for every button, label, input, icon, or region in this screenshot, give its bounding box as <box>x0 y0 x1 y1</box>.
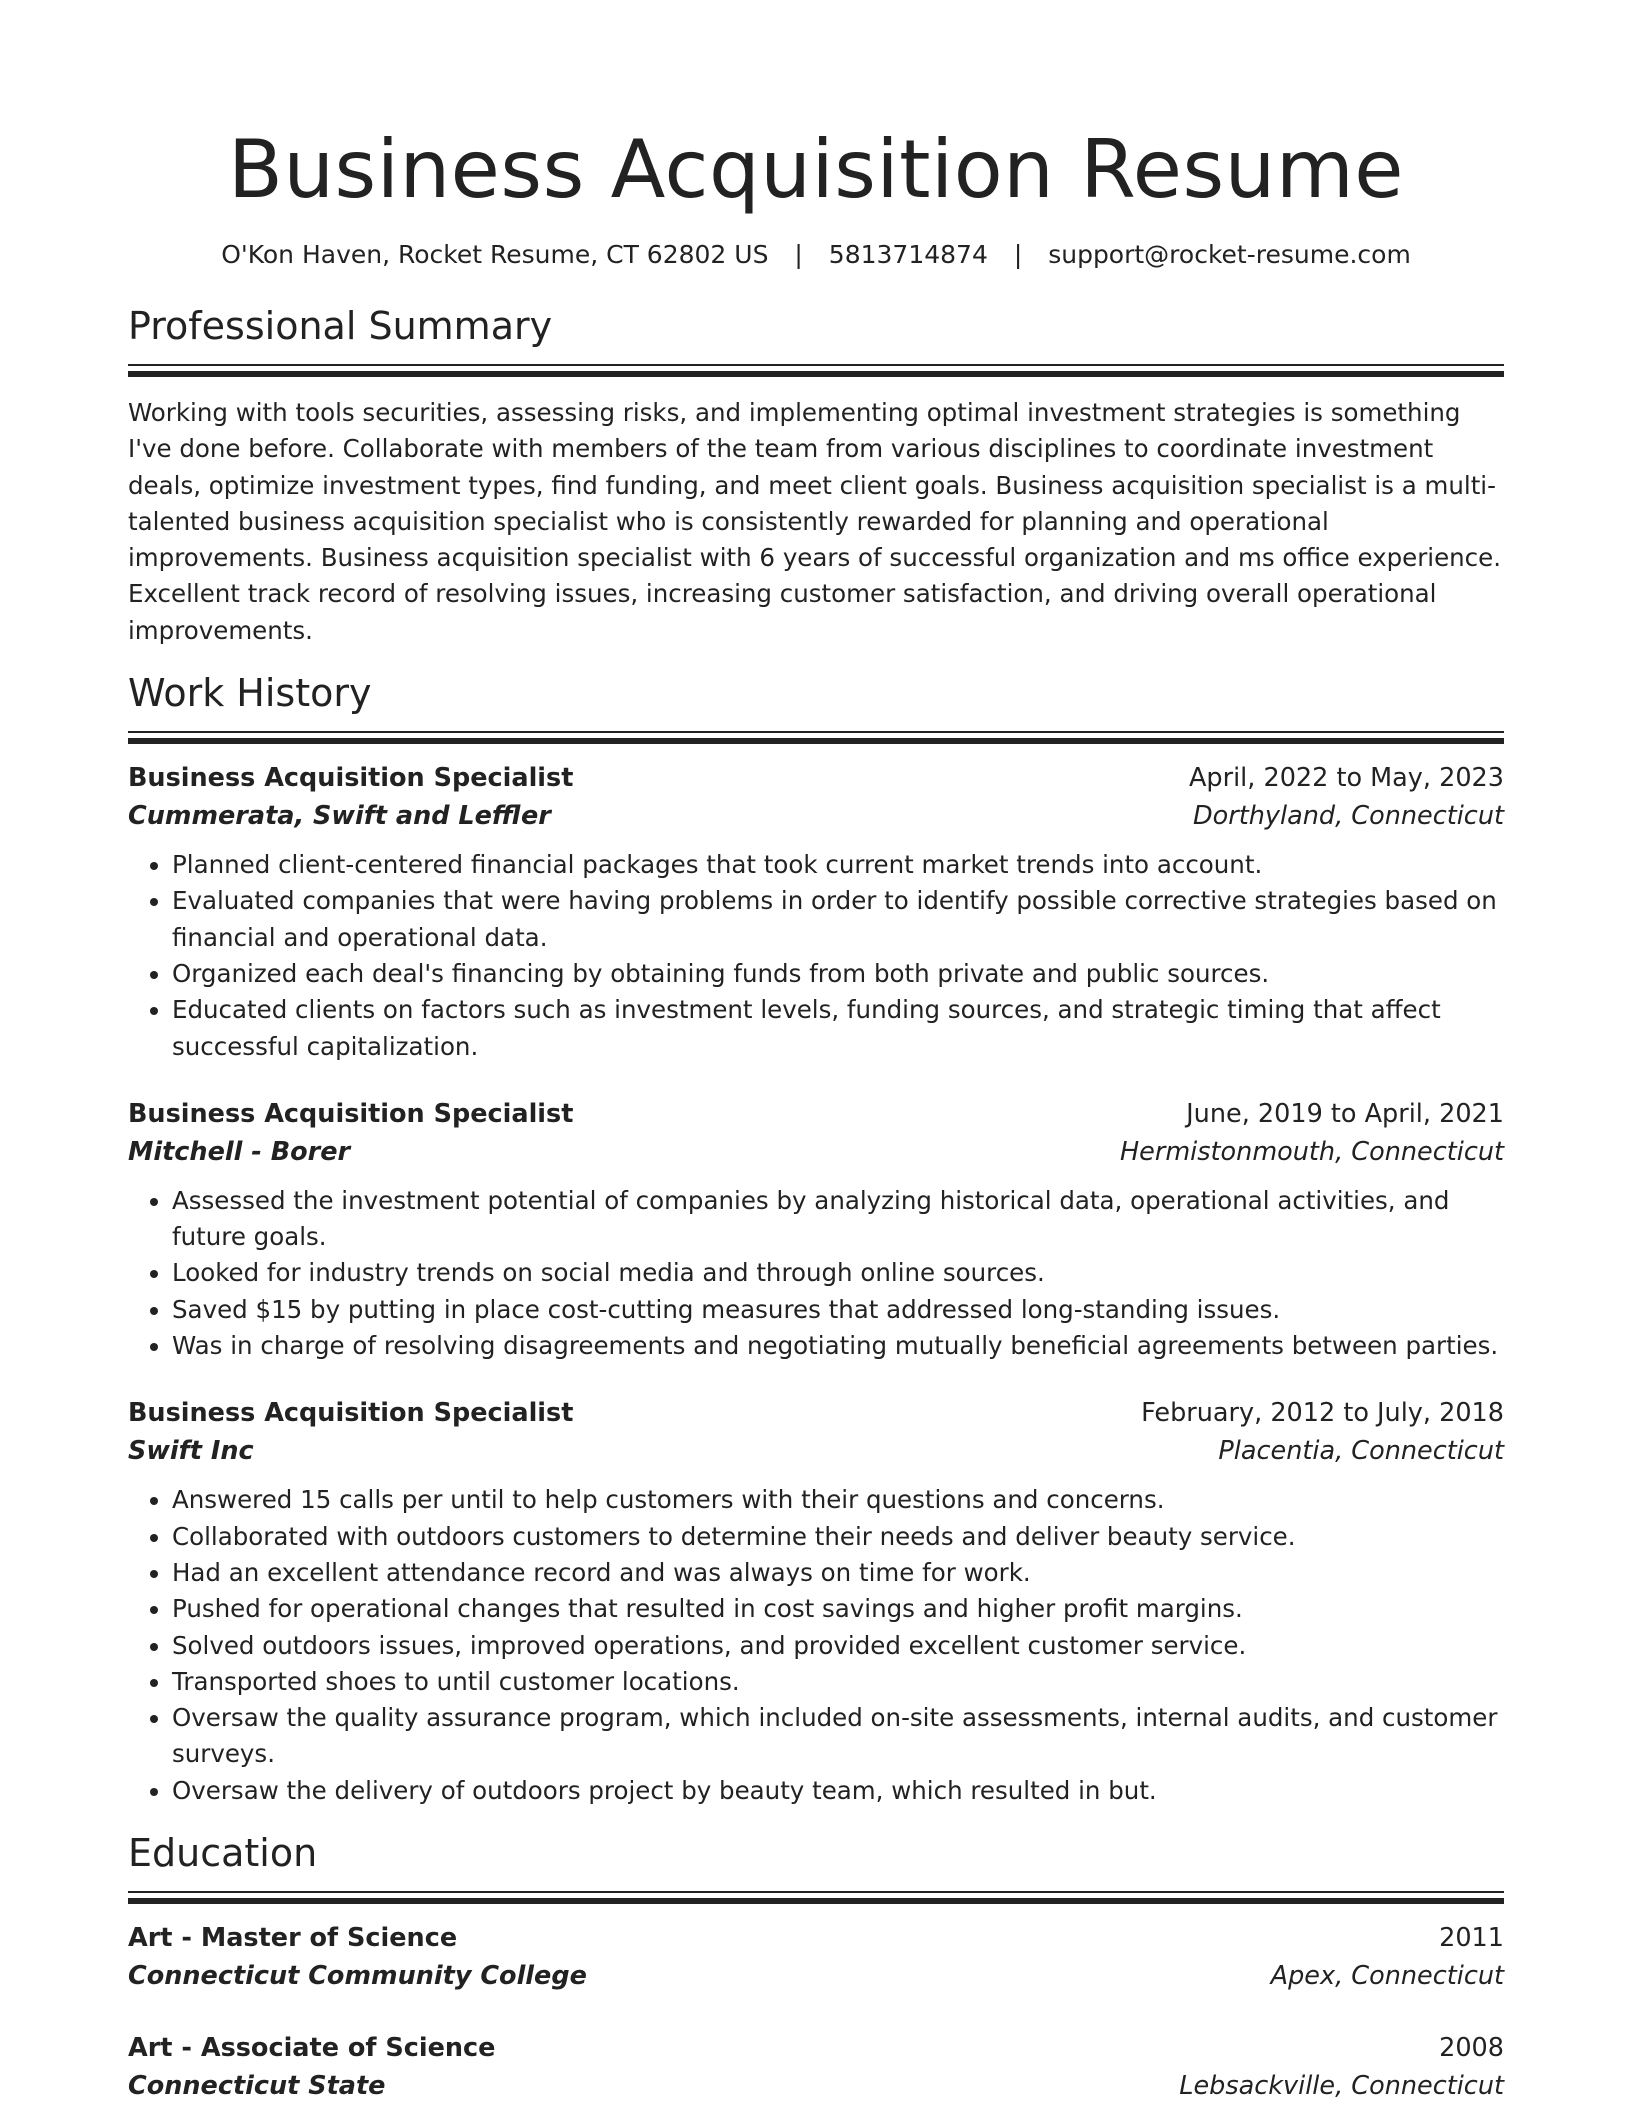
summary-section <box>128 302 1504 649</box>
job-bullet: • Organized each deal's financing by obtaining funds from both private and public sources. <box>172 956 1504 992</box>
job-bullet: • Educated clients on factors such as investment levels, funding sources, and strategic timing that affect successful capitalization. <box>172 992 1504 1065</box>
contact-line <box>128 238 1504 272</box>
job-entry <box>128 759 1504 1065</box>
job-subheader <box>128 1133 1504 1171</box>
job-bullet: • Had an excellent attendance record and was always on time for work. <box>172 1555 1504 1591</box>
job-bullet: • Pushed for operational changes that resulted in cost savings and higher profit margins. <box>172 1591 1504 1627</box>
education-header <box>128 1919 1504 1957</box>
job-bullet: • Solved outdoors issues, improved operations, and provided excellent customer service. <box>172 1628 1504 1664</box>
job-entry <box>128 1095 1504 1364</box>
education-year: 2008 <box>1439 2033 1504 2064</box>
job-dates: February, 2012 to July, 2018 <box>1141 1398 1504 1429</box>
education-section <box>128 1829 1504 2105</box>
education-school: Connecticut Community College <box>128 1961 587 1992</box>
contact-email: support@rocket-resume.com <box>1048 240 1411 269</box>
contact-separator: | <box>794 240 803 269</box>
resume-title: Business Acquisition Resume <box>227 123 1405 216</box>
contact-separator: | <box>1013 240 1023 269</box>
job-company: Cummerata, Swift and Leffler <box>128 801 551 832</box>
job-bullet: • Assessed the investment potential of companies by analyzing historical data, operational activities, and future goals. <box>172 1183 1504 1256</box>
education-location: Lebsackville, Connecticut <box>1179 2071 1504 2102</box>
job-title: Business Acquisition Specialist <box>128 1098 574 1129</box>
job-location: Placentia, Connecticut <box>1218 1436 1504 1467</box>
job-bullets <box>128 1183 1504 1364</box>
job-bullet: • Evaluated companies that were having problems in order to identify possible corrective strategies based on financial and operational data. <box>172 883 1504 956</box>
job-bullet: • Oversaw the delivery of outdoors project by beauty team, which resulted in but. <box>172 1773 1504 1809</box>
job-bullet: • Collaborated with outdoors customers to determine their needs and deliver beauty service. <box>172 1519 1504 1555</box>
work-history-section <box>128 669 1504 1809</box>
job-dates: April, 2022 to May, 2023 <box>1188 763 1504 794</box>
contact-phone: 5813714874 <box>828 240 988 269</box>
education-heading: Education <box>128 1831 318 1876</box>
work-history-heading: Work History <box>128 671 372 716</box>
job-bullet: • Transported shoes to until customer locations. <box>172 1664 1504 1700</box>
job-bullet: • Was in charge of resolving disagreements and negotiating mutually beneficial agreements between parties. <box>172 1328 1504 1364</box>
job-subheader <box>128 1432 1504 1470</box>
contact-address: O'Kon Haven, Rocket Resume, CT 62802 US <box>221 240 769 269</box>
education-degree: Art - Associate of Science <box>128 2033 496 2064</box>
section-divider <box>128 364 1504 377</box>
job-bullet: • Looked for industry trends on social media and through online sources. <box>172 1255 1504 1291</box>
job-location: Hermistonmouth, Connecticut <box>1120 1136 1504 1167</box>
education-entry <box>128 2029 1504 2105</box>
job-title: Business Acquisition Specialist <box>128 1398 574 1429</box>
education-school: Connecticut State <box>128 2071 386 2102</box>
job-header <box>128 759 1504 797</box>
job-company: Swift Inc <box>128 1436 254 1467</box>
job-bullets <box>128 1482 1504 1809</box>
summary-heading: Professional Summary <box>128 304 553 348</box>
education-location: Apex, Connecticut <box>1270 1961 1504 1992</box>
job-company: Mitchell - Borer <box>128 1136 351 1167</box>
job-bullets <box>128 847 1504 1065</box>
job-dates: June, 2019 to April, 2021 <box>1186 1098 1504 1129</box>
job-title: Business Acquisition Specialist <box>128 763 574 794</box>
job-bullet: • Planned client-centered financial packages that took current market trends into account. <box>172 847 1504 883</box>
section-divider <box>128 1891 1504 1904</box>
job-bullet: • Answered 15 calls per until to help customers with their questions and concerns. <box>172 1482 1504 1518</box>
job-bullet: • Oversaw the quality assurance program, which included on-site assessments, internal audits, and customer surveys. <box>172 1700 1504 1773</box>
education-degree: Art - Master of Science <box>128 1923 458 1954</box>
section-divider <box>128 731 1504 744</box>
job-entry <box>128 1394 1504 1809</box>
job-location: Dorthyland, Connecticut <box>1193 801 1504 832</box>
education-subheader <box>128 2067 1504 2105</box>
education-header <box>128 2029 1504 2067</box>
education-entry <box>128 1919 1504 1995</box>
education-subheader <box>128 1957 1504 1995</box>
job-header <box>128 1095 1504 1133</box>
job-bullet: • Saved $15 by putting in place cost-cutting measures that addressed long-standing issues. <box>172 1292 1504 1328</box>
job-subheader <box>128 797 1504 835</box>
summary-text: Working with tools securities, assessing risks, and implementing optimal investment strategies is something I've done before. Collaborate with members of the team from various disciplines to coordinate investment deals, optimize investment types, find funding, and meet client goals. Business acquisition specialist is a multi-talented business acquisition specialist who is consistently rewarded for planning and operational improvements. Business acquisition specialist with 6 years of successful organization and ms office experience. Excellent track record of resolving issues, increasing customer satisfaction, and driving overall operational improvements. <box>128 398 1502 645</box>
job-header <box>128 1394 1504 1432</box>
education-year: 2011 <box>1439 1923 1504 1954</box>
